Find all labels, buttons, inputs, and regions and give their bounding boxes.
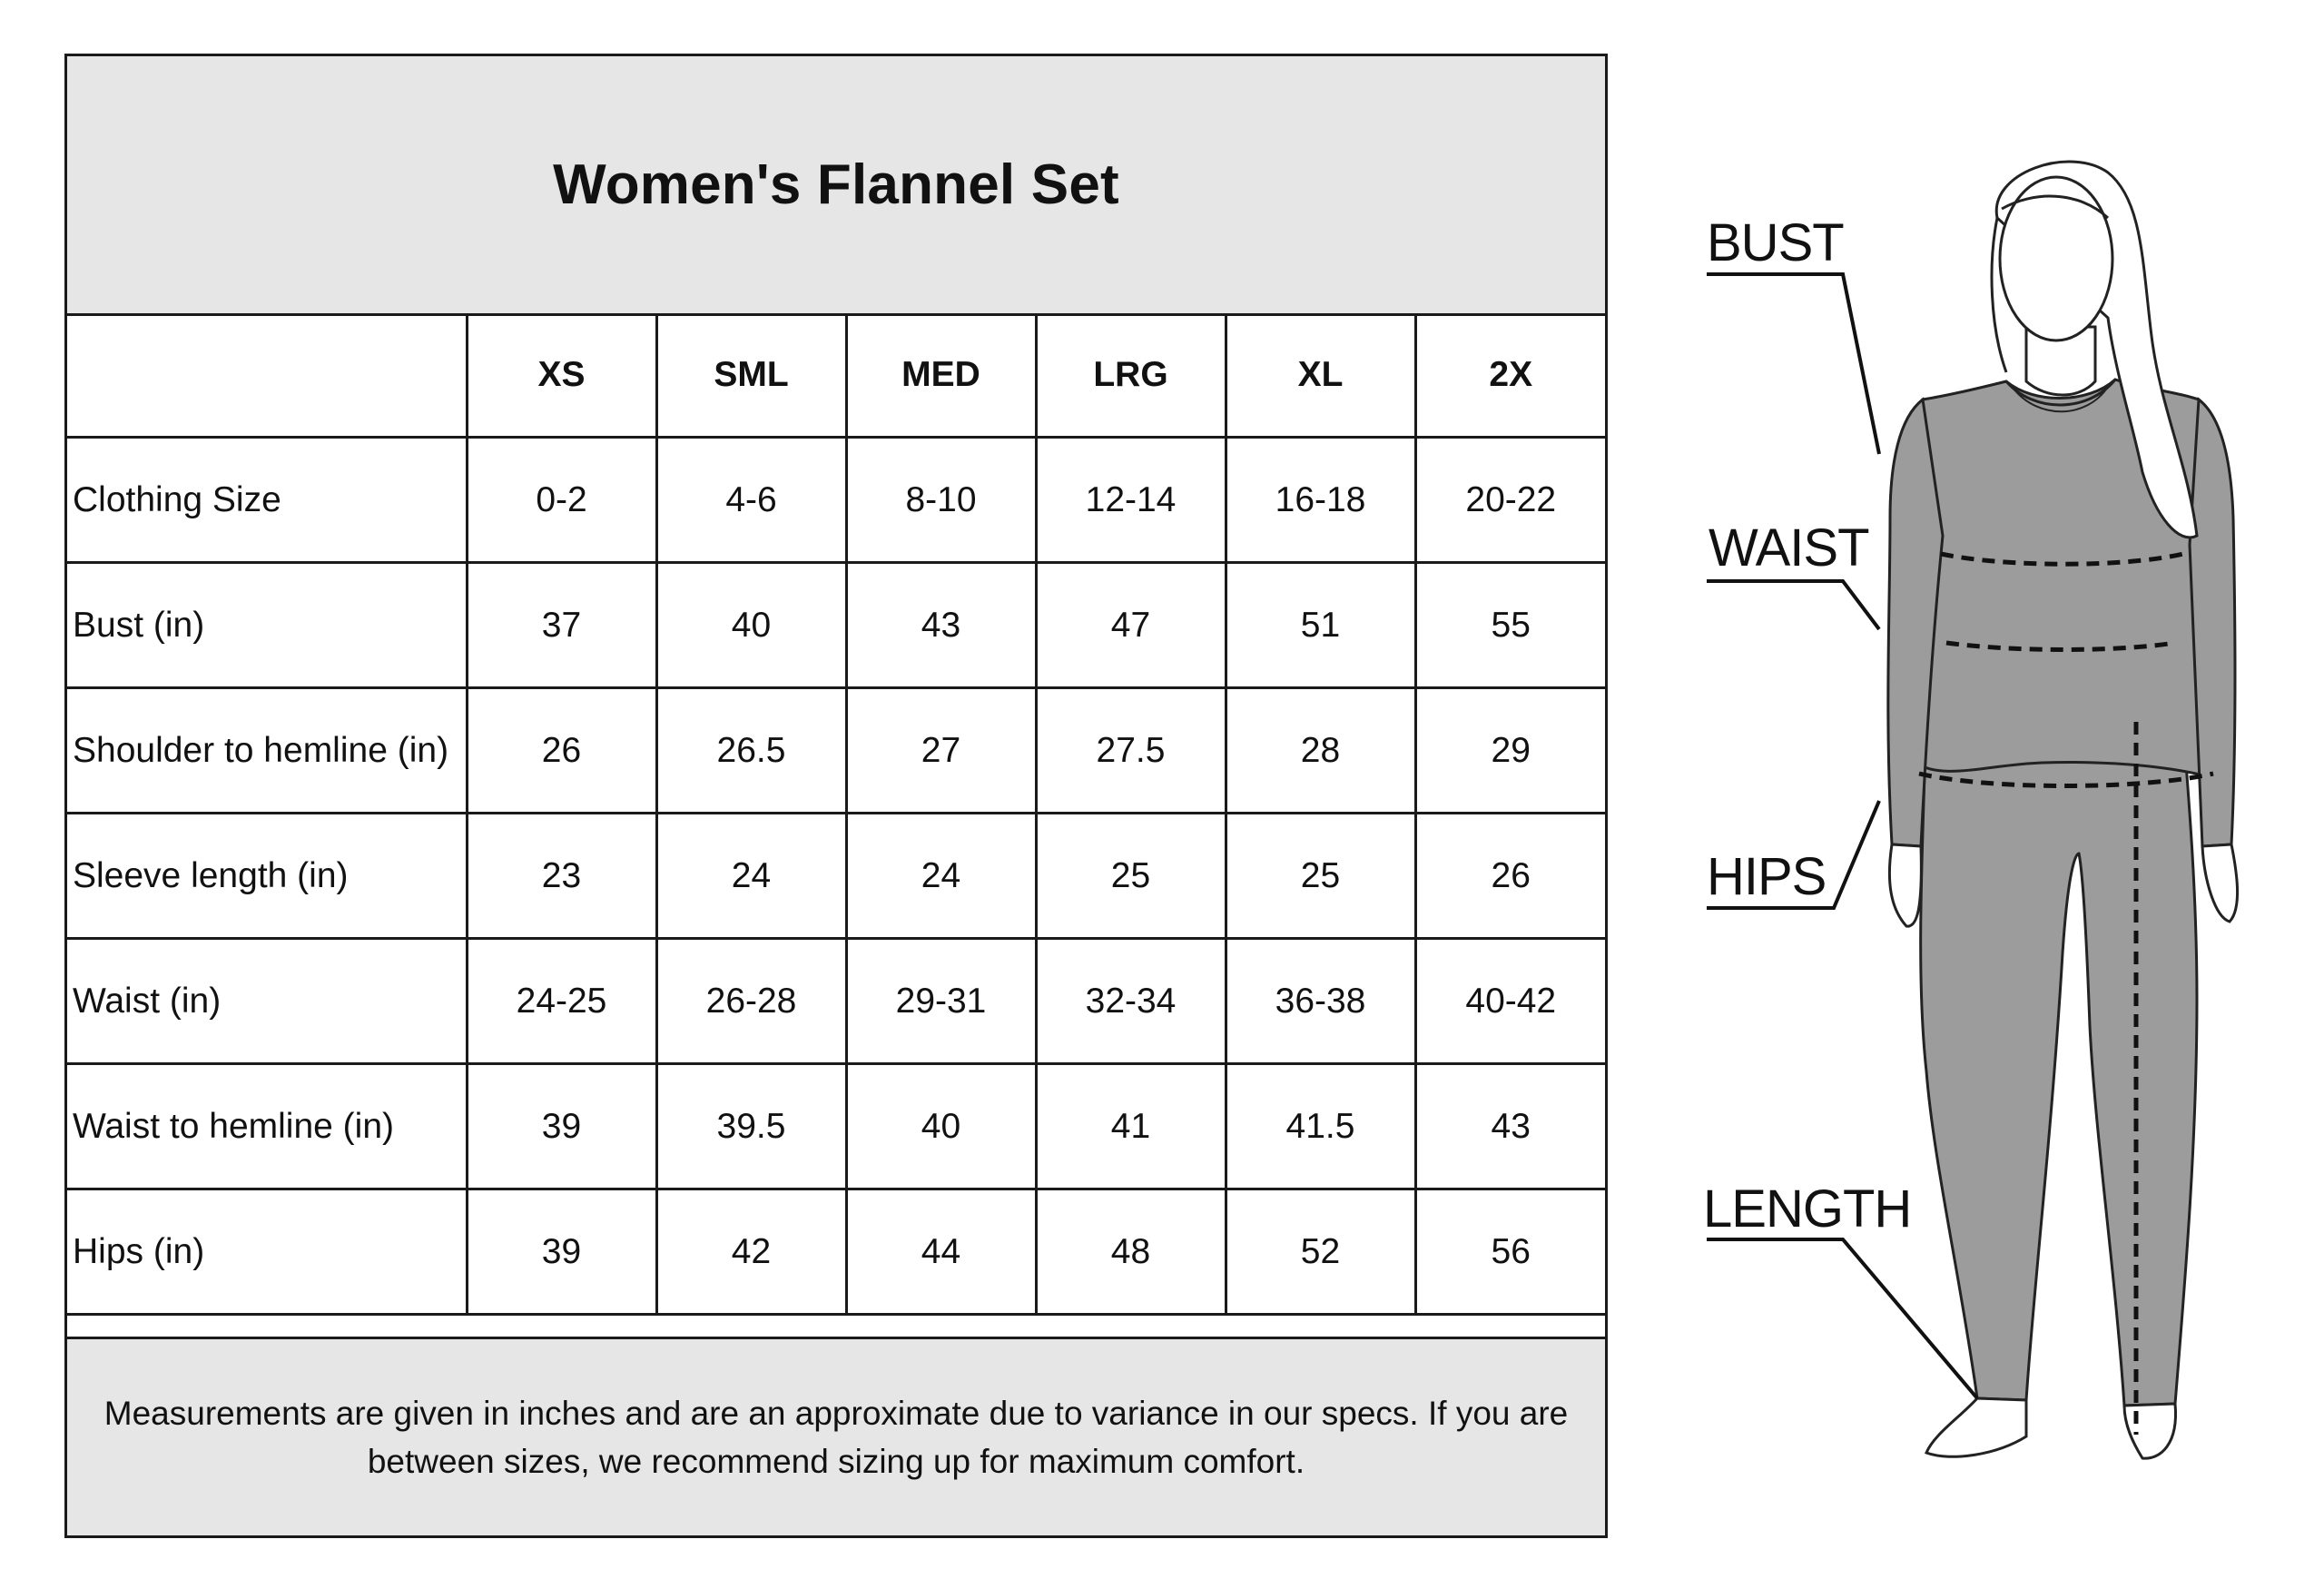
table-cell: 55 xyxy=(1415,563,1605,688)
table-cell: 26-28 xyxy=(656,939,846,1064)
table-cell: 44 xyxy=(846,1189,1036,1315)
table-cell: 12-14 xyxy=(1036,438,1226,563)
table-cell: 4-6 xyxy=(656,438,846,563)
table-cell: 27 xyxy=(846,688,1036,814)
table-cell: 42 xyxy=(656,1189,846,1315)
note-band xyxy=(67,1337,1605,1535)
table-cell: 39 xyxy=(467,1189,656,1315)
size-header: XL xyxy=(1226,313,1415,438)
right-sleeve-shape xyxy=(2190,400,2235,846)
table-cell: 43 xyxy=(846,563,1036,688)
waist-leader-line xyxy=(1707,581,1879,629)
bust-leader-line xyxy=(1707,274,1879,454)
table-cell: 26 xyxy=(1415,814,1605,939)
table-cell: 24 xyxy=(846,814,1036,939)
table-cell: 56 xyxy=(1415,1189,1605,1315)
table-cell: 26 xyxy=(467,688,656,814)
hips-label: HIPS xyxy=(1707,847,1827,906)
table-cell: 27.5 xyxy=(1036,688,1226,814)
table-cell: 29-31 xyxy=(846,939,1036,1064)
row-label: Waist to hemline (in) xyxy=(67,1064,467,1189)
title-band xyxy=(67,56,1605,316)
size-table xyxy=(67,313,1605,1316)
table-cell: 40-42 xyxy=(1415,939,1605,1064)
size-header-row xyxy=(67,313,1605,438)
table-row xyxy=(67,563,1605,688)
table-cell: 36-38 xyxy=(1226,939,1415,1064)
table-cell: 8-10 xyxy=(846,438,1036,563)
table-row xyxy=(67,688,1605,814)
table-row xyxy=(67,1064,1605,1189)
table-cell: 24 xyxy=(656,814,846,939)
right-foot-shape xyxy=(2124,1404,2176,1458)
table-row xyxy=(67,939,1605,1064)
length-leader-line xyxy=(1707,1239,1977,1398)
measurement-note: Measurements are given in inches and are an approximate due to variance in our specs. If you are between sizes, we recommend sizing up for maximum comfort. xyxy=(103,1395,1569,1480)
table-cell: 20-22 xyxy=(1415,438,1605,563)
bust-label: BUST xyxy=(1707,213,1844,272)
size-header: 2X xyxy=(1415,313,1605,438)
table-cell: 32-34 xyxy=(1036,939,1226,1064)
table-cell: 48 xyxy=(1036,1189,1226,1315)
table-cell: 29 xyxy=(1415,688,1605,814)
size-header: MED xyxy=(846,313,1036,438)
table-cell: 40 xyxy=(846,1064,1036,1189)
size-chart xyxy=(64,54,1608,1538)
table-cell: 25 xyxy=(1036,814,1226,939)
table-cell: 52 xyxy=(1226,1189,1415,1315)
size-header: SML xyxy=(656,313,846,438)
left-foot-shape xyxy=(1926,1398,2026,1456)
table-row xyxy=(67,1189,1605,1315)
table-cell: 47 xyxy=(1036,563,1226,688)
waist-label: WAIST xyxy=(1709,518,1869,577)
table-cell: 37 xyxy=(467,563,656,688)
table-cell: 24-25 xyxy=(467,939,656,1064)
table-cell: 39.5 xyxy=(656,1064,846,1189)
table-cell: 41 xyxy=(1036,1064,1226,1189)
table-row xyxy=(67,814,1605,939)
table-cell: 28 xyxy=(1226,688,1415,814)
table-cell: 39 xyxy=(467,1064,656,1189)
table-cell: 43 xyxy=(1415,1064,1605,1189)
right-hand-shape xyxy=(2202,844,2238,922)
size-header: XS xyxy=(467,313,656,438)
table-row xyxy=(67,438,1605,563)
pants-shape xyxy=(1921,717,2197,1406)
table-cell: 16-18 xyxy=(1226,438,1415,563)
left-hand-shape xyxy=(1889,844,1921,926)
table-cell: 25 xyxy=(1226,814,1415,939)
length-label: LENGTH xyxy=(1703,1179,1912,1238)
row-label: Hips (in) xyxy=(67,1189,467,1315)
row-label: Sleeve length (in) xyxy=(67,814,467,939)
table-cell: 23 xyxy=(467,814,656,939)
chart-title: Women's Flannel Set xyxy=(553,153,1119,216)
corner-cell xyxy=(67,313,467,438)
row-label: Clothing Size xyxy=(67,438,467,563)
row-label: Waist (in) xyxy=(67,939,467,1064)
table-cell: 51 xyxy=(1226,563,1415,688)
table-cell: 26.5 xyxy=(656,688,846,814)
row-label: Shoulder to hemline (in) xyxy=(67,688,467,814)
table-cell: 0-2 xyxy=(467,438,656,563)
size-header: LRG xyxy=(1036,313,1226,438)
table-cell: 40 xyxy=(656,563,846,688)
woman-figure-illustration xyxy=(1689,154,2324,1471)
measurement-figure xyxy=(1689,154,2324,1471)
table-cell: 41.5 xyxy=(1226,1064,1415,1189)
row-label: Bust (in) xyxy=(67,563,467,688)
